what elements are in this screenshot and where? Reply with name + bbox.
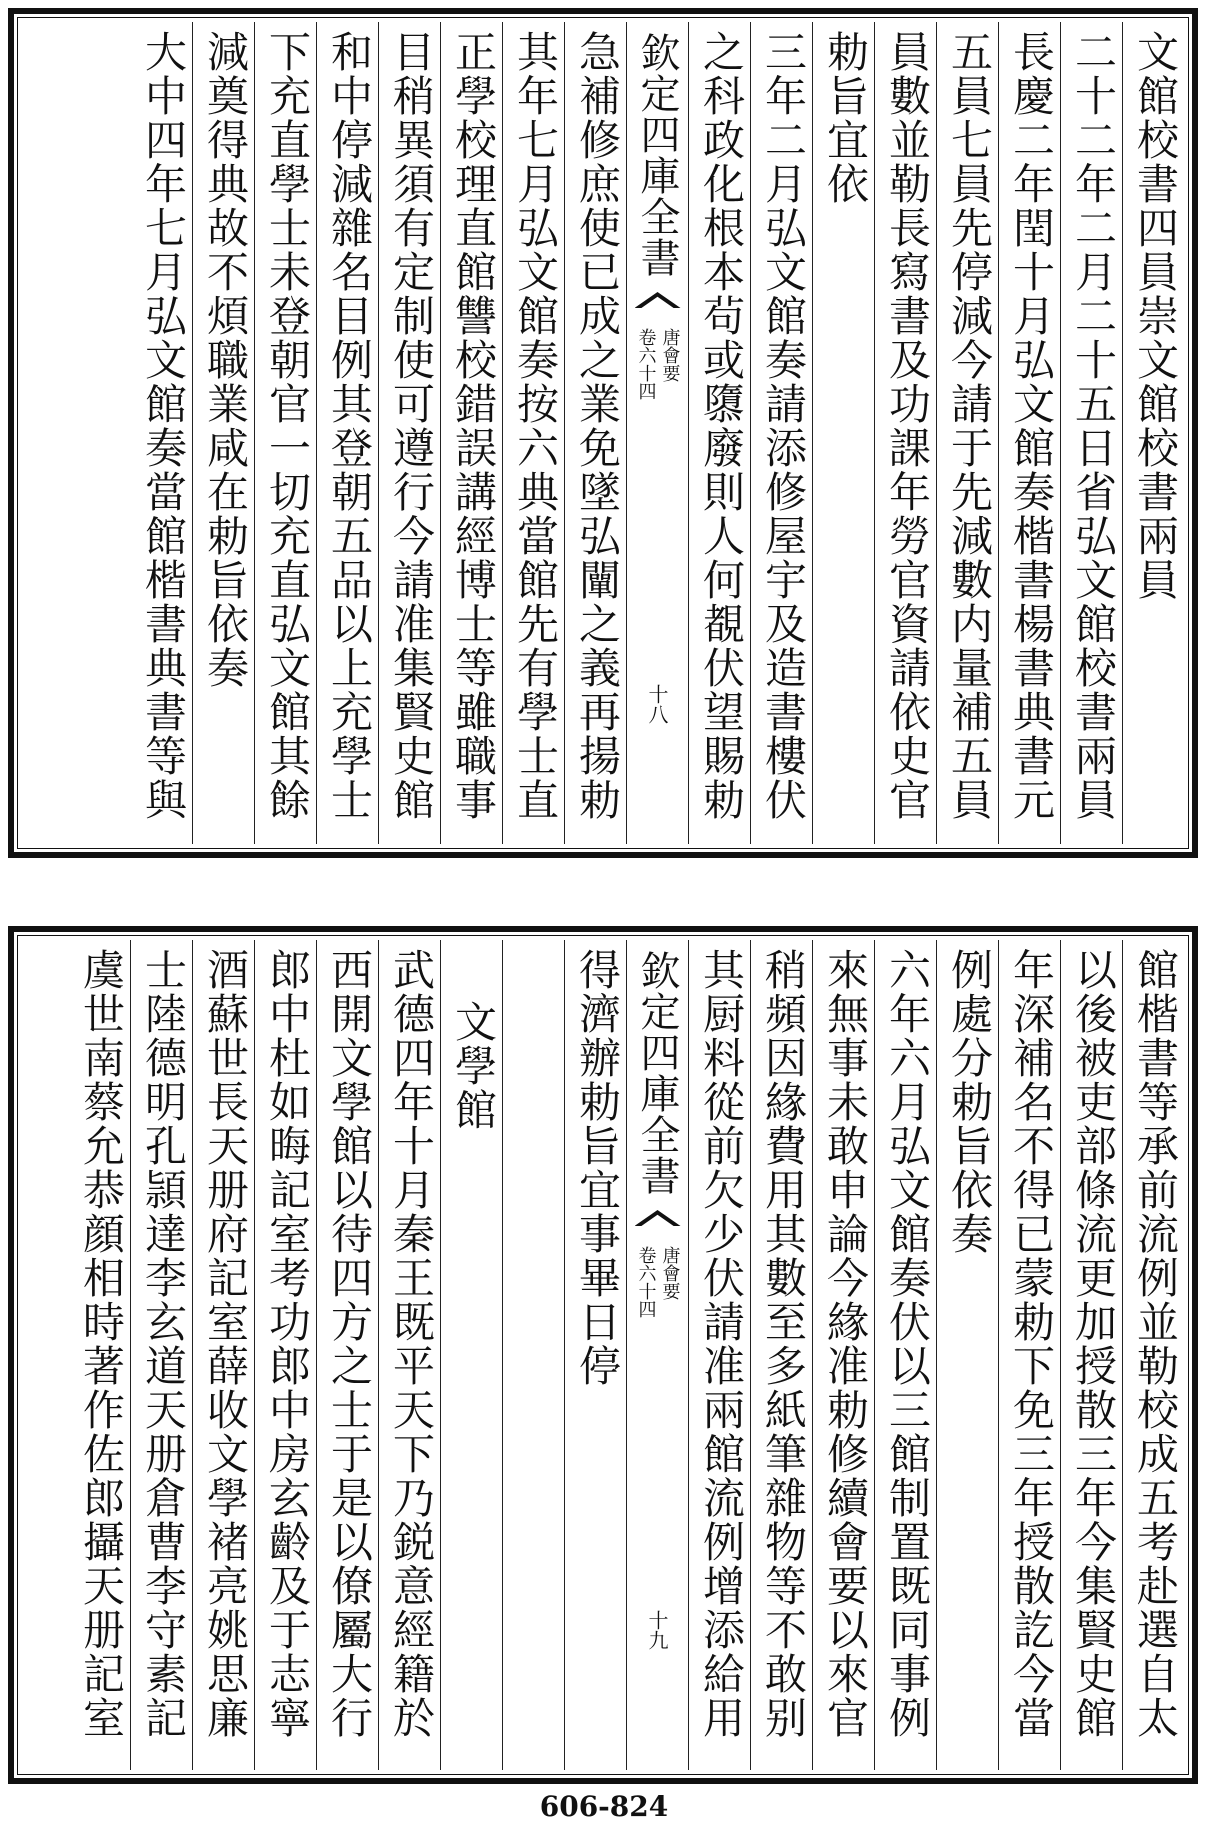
- section-heading: 文學館: [440, 940, 502, 1770]
- spine-subtitle: [636, 1246, 680, 1318]
- spine-subtitle: [636, 328, 680, 400]
- text-column: 和中停減雜名目例其登朝五品以上充學士: [316, 22, 378, 844]
- spine-book: 唐會要: [659, 1246, 681, 1300]
- text-column: 文館校書四員崇文館校書兩員: [1122, 22, 1184, 844]
- text-column: 六年六月弘文館奏伏以三館制置既同事例: [874, 940, 936, 1770]
- page-number: 606-824: [539, 1790, 669, 1823]
- folio-number: 十八: [645, 684, 669, 724]
- center-spine: [626, 22, 688, 844]
- text-column: 館楷書等承前流例並勒校成五考赴選自太: [1122, 940, 1184, 1770]
- text-column: 大中四年七月弘文館奏當館楷書典書等與: [139, 30, 188, 822]
- text-column: 其厨料從前欠少伏請准兩館流例增添給用: [688, 940, 750, 1770]
- text-column: 勅旨宜依: [812, 22, 874, 844]
- text-column: 得濟辦勅旨宜事畢日停: [564, 940, 626, 1770]
- text-column: 急補修庶使已成之業免墜弘闡之義再揚勅: [564, 22, 626, 844]
- text-column: 以後被吏部條流更加授散三年今集賢史館: [1060, 940, 1122, 1770]
- text-column: 長慶二年閏十月弘文館奏楷書楊書典書元: [998, 22, 1060, 844]
- text-column: 目稍異須有定制使可遵行今請准集賢史館: [378, 22, 440, 844]
- spine-volume: 卷六十四: [635, 1246, 657, 1318]
- text-column: 減奠得典故不煩職業咸在勅旨依奏: [192, 22, 254, 844]
- center-spine: [626, 940, 688, 1770]
- text-column: 五員七員先停減今請于先減數内量補五員: [936, 22, 998, 844]
- spine-title: 欽定四庫全書: [634, 32, 680, 278]
- text-column: 正學校理直館讐校錯誤講經博士等雖職事: [440, 22, 502, 844]
- folio-number: 十九: [645, 1610, 669, 1650]
- text-column: 三年二月弘文館奏請添修屋宇及造書樓伏: [750, 22, 812, 844]
- blank-column: [502, 940, 564, 1770]
- text-column: 士陸德明孔頴達李玄道天册倉曹李守素記: [130, 940, 192, 1770]
- text-column: 稍頻因緣費用其數至多紙筆雜物等不敢别: [750, 940, 812, 1770]
- text-column: 例處分勅旨依奏: [936, 940, 998, 1770]
- text-column: 下充直學士未登朝官一切充直弘文館其餘: [254, 22, 316, 844]
- text-column: 員數並勒長寫書及功課年勞官資請依史官: [874, 22, 936, 844]
- spine-title: 欽定四庫全書: [634, 950, 680, 1196]
- spine-book: 唐會要: [659, 328, 681, 382]
- text-column: 武德四年十月秦王既平天下乃鋭意經籍於: [378, 940, 440, 1770]
- top-page: [8, 8, 1198, 858]
- text-column: 年深補名不得已蒙勅下免三年授散訖今當: [998, 940, 1060, 1770]
- fishtail-mark-icon: [635, 1210, 681, 1232]
- text-column: 西開文學館以待四方之士于是以僚屬大行: [316, 940, 378, 1770]
- fishtail-mark-icon: [635, 292, 681, 314]
- text-column: 之科政化根本茍或隳廢則人何覩伏望賜勅: [688, 22, 750, 844]
- text-column: 來無事未敢申論今緣准勅修續會要以來官: [812, 940, 874, 1770]
- text-column: 郎中杜如晦記室考功郎中房玄齡及于志寧: [254, 940, 316, 1770]
- text-column: 酒蘇世長天册府記室薛收文學褚亮姚思廉: [192, 940, 254, 1770]
- text-column: 虞世南蔡允恭顔相時著作佐郎攝天册記室: [77, 948, 126, 1740]
- spine-volume: 卷六十四: [635, 328, 657, 400]
- bottom-page: [8, 926, 1198, 1784]
- text-column: 其年七月弘文館奏按六典當館先有學士直: [502, 22, 564, 844]
- text-column: 二十二年二月二十五日省弘文館校書兩員: [1060, 22, 1122, 844]
